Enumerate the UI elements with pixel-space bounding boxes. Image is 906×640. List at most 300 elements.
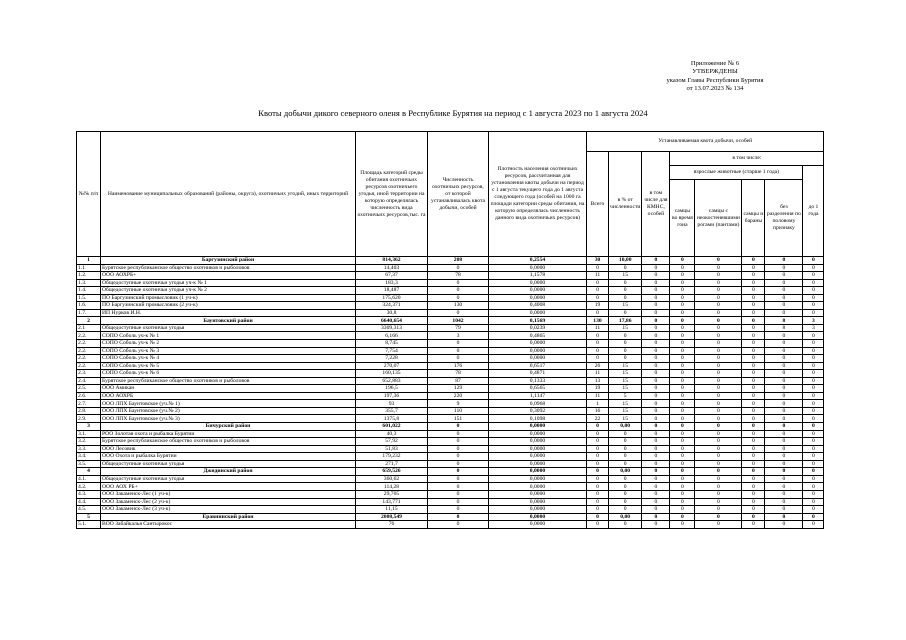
cell-area: 270,07 <box>356 362 428 370</box>
cell-pct: 15 <box>609 377 642 385</box>
cell-area: 183,3 <box>356 279 428 287</box>
cell-males-antler: 0 <box>695 370 742 378</box>
cell-density: 0,0000 <box>489 453 587 461</box>
cell-name: ООО ЛПХ Баунтовское (уч.№ 2) <box>101 407 356 415</box>
header-pct: в % от численности <box>609 152 642 257</box>
cell-pct: 0 <box>609 438 642 446</box>
table-row <box>77 430 824 438</box>
cell-males-rut: 0 <box>670 377 695 385</box>
cell-count: 0 <box>428 438 489 446</box>
cell-area: 3309,313 <box>356 324 428 332</box>
header-young: до 1 года <box>803 166 824 257</box>
region-row <box>77 257 824 265</box>
cell-males-antler: 0 <box>695 445 742 453</box>
cell-num: 2.7. <box>77 400 101 408</box>
cell-name: Общедоступные охотничьи угодья <box>101 324 356 332</box>
cell-males-antler: 0 <box>695 309 742 317</box>
cell-males-antler: 0 <box>695 279 742 287</box>
cell-females: 0 <box>742 498 765 506</box>
cell-males-rut: 0 <box>670 302 695 310</box>
cell-count: 0 <box>428 490 489 498</box>
cell-females: 0 <box>742 362 765 370</box>
cell-nosex: 0 <box>765 347 803 355</box>
cell-males-antler: 0 <box>695 430 742 438</box>
cell-total: 0 <box>587 460 609 468</box>
region-row <box>77 513 824 521</box>
cell-total: 0 <box>587 475 609 483</box>
cell-area: 143,771 <box>356 498 428 506</box>
cell-name: СОПО Соболь уч-к № 5 <box>101 362 356 370</box>
cell-nosex: 0 <box>765 490 803 498</box>
cell-density: 0,0000 <box>489 521 587 529</box>
cell-males-antler: 0 <box>695 355 742 363</box>
cell-females: 0 <box>742 506 765 514</box>
cell-kmns: 0 <box>642 257 670 265</box>
cell-area: 179,232 <box>356 453 428 461</box>
region-row <box>77 317 824 325</box>
table-row <box>77 309 824 317</box>
cell-nosex: 0 <box>765 498 803 506</box>
cell-young: 0 <box>803 475 824 483</box>
cell-area: 197,36 <box>356 392 428 400</box>
cell-young: 0 <box>803 490 824 498</box>
cell-total: 0 <box>587 438 609 446</box>
cell-total: 0 <box>587 347 609 355</box>
cell-total: 0 <box>587 332 609 340</box>
cell-females: 0 <box>742 340 765 348</box>
region-row <box>77 423 824 431</box>
cell-count: 0 <box>428 468 489 476</box>
cell-males-rut: 0 <box>670 355 695 363</box>
cell-count: 0 <box>428 279 489 287</box>
cell-density: 0,0000 <box>489 264 587 272</box>
cell-area: 40,3 <box>356 430 428 438</box>
cell-area: 2008,549 <box>356 513 428 521</box>
cell-kmns: 0 <box>642 347 670 355</box>
cell-males-rut: 0 <box>670 438 695 446</box>
approval-line-date: от 13.07.2023 № 134 <box>686 85 744 93</box>
cell-young: 0 <box>803 483 824 491</box>
cell-males-antler: 0 <box>695 347 742 355</box>
cell-total: 19 <box>587 385 609 393</box>
header-nosex: без разделения по половому признаку <box>765 180 803 257</box>
cell-young: 0 <box>803 438 824 446</box>
cell-males-antler: 0 <box>695 317 742 325</box>
cell-num: 5 <box>77 513 101 521</box>
cell-num: 1.5. <box>77 294 101 302</box>
cell-kmns: 0 <box>642 407 670 415</box>
cell-area: 271,7 <box>356 460 428 468</box>
cell-density: 0,4865 <box>489 332 587 340</box>
cell-area: 6640,654 <box>356 317 428 325</box>
cell-pct: 0 <box>609 483 642 491</box>
cell-males-antler: 0 <box>695 392 742 400</box>
cell-num: 3.5. <box>77 460 101 468</box>
cell-young: 0 <box>803 498 824 506</box>
cell-males-rut: 0 <box>670 294 695 302</box>
cell-area: 51,83 <box>356 445 428 453</box>
cell-nosex: 0 <box>765 355 803 363</box>
cell-males-antler: 0 <box>695 513 742 521</box>
cell-count: 0 <box>428 347 489 355</box>
cell-count: 176 <box>428 362 489 370</box>
cell-males-rut: 0 <box>670 506 695 514</box>
cell-young: 0 <box>803 385 824 393</box>
cell-count: 0 <box>428 460 489 468</box>
cell-nosex: 0 <box>765 377 803 385</box>
table-row <box>77 324 824 332</box>
cell-females: 0 <box>742 521 765 529</box>
cell-num: 1.4. <box>77 287 101 295</box>
table-row <box>77 392 824 400</box>
table-row <box>77 483 824 491</box>
cell-count: 0 <box>428 430 489 438</box>
cell-count: 0 <box>428 498 489 506</box>
cell-kmns: 0 <box>642 309 670 317</box>
cell-males-antler: 0 <box>695 483 742 491</box>
cell-area: 29,705 <box>356 490 428 498</box>
cell-kmns: 0 <box>642 460 670 468</box>
cell-num: 1.6. <box>77 302 101 310</box>
cell-area: 30,8 <box>356 309 428 317</box>
cell-num: 1.1 <box>77 264 101 272</box>
cell-females: 0 <box>742 377 765 385</box>
cell-kmns: 0 <box>642 513 670 521</box>
table-row <box>77 460 824 468</box>
cell-area: 814,362 <box>356 257 428 265</box>
cell-total: 30 <box>587 257 609 265</box>
cell-num: 3.4. <box>77 453 101 461</box>
cell-females: 0 <box>742 438 765 446</box>
cell-nosex: 0 <box>765 362 803 370</box>
cell-pct: 0 <box>609 498 642 506</box>
cell-density: 0,0000 <box>489 438 587 446</box>
cell-name: ООО АОХ РБ+ <box>101 483 356 491</box>
cell-area: 659,526 <box>356 468 428 476</box>
cell-young: 0 <box>803 287 824 295</box>
cell-males-rut: 0 <box>670 332 695 340</box>
table-row <box>77 287 824 295</box>
cell-young: 0 <box>803 407 824 415</box>
cell-pct: 0 <box>609 309 642 317</box>
cell-area: 652,883 <box>356 377 428 385</box>
cell-pct: 15 <box>609 272 642 280</box>
cell-total: 0 <box>587 309 609 317</box>
cell-density: 0,0000 <box>489 490 587 498</box>
cell-density: 0,0000 <box>489 460 587 468</box>
cell-males-rut: 0 <box>670 430 695 438</box>
cell-males-antler: 0 <box>695 415 742 423</box>
cell-area: 7,228 <box>356 355 428 363</box>
header-area: Площадь категорий среды обитания охотничьих ресурсов охотничьего угодья, иной территории на которую определялась численность вида охотничьих ресурсов,тыс. га <box>356 132 428 257</box>
cell-density: 0,0000 <box>489 475 587 483</box>
header-total: Всего <box>587 152 609 257</box>
cell-males-rut: 0 <box>670 415 695 423</box>
cell-kmns: 0 <box>642 483 670 491</box>
cell-name: ООО ЛПХ Баунтовское (уч.№ 1) <box>101 400 356 408</box>
cell-females: 0 <box>742 415 765 423</box>
cell-young: 0 <box>803 430 824 438</box>
cell-num: 2.2. <box>77 362 101 370</box>
cell-count: 0 <box>428 423 489 431</box>
cell-pct: 0 <box>609 294 642 302</box>
cell-males-rut: 0 <box>670 257 695 265</box>
cell-num: 2.3. <box>77 370 101 378</box>
cell-nosex: 0 <box>765 453 803 461</box>
cell-nosex: 0 <box>765 475 803 483</box>
header-density: Плотность населения охотничьих ресурсов, рассчитанная для установления квоты добычи на период с 1 августа текущего года до 1 августа следующего года (особей на 1000 га площади категории среды обитания, на которую определялась численность данного вида охотничьих ресурсов) <box>489 132 587 257</box>
cell-density: 0,0000 <box>489 294 587 302</box>
table-row <box>77 302 824 310</box>
cell-total: 130 <box>587 317 609 325</box>
cell-kmns: 0 <box>642 392 670 400</box>
cell-males-antler: 0 <box>695 407 742 415</box>
cell-nosex: 0 <box>765 370 803 378</box>
cell-females: 0 <box>742 302 765 310</box>
cell-females: 0 <box>742 475 765 483</box>
cell-young: 0 <box>803 415 824 423</box>
cell-females: 0 <box>742 332 765 340</box>
cell-males-antler: 0 <box>695 460 742 468</box>
cell-males-rut: 0 <box>670 400 695 408</box>
cell-area: 360,62 <box>356 475 428 483</box>
cell-nosex: 8 <box>765 324 803 332</box>
cell-females: 0 <box>742 324 765 332</box>
cell-young: 0 <box>803 340 824 348</box>
cell-total: 26 <box>587 362 609 370</box>
cell-num: 5.1. <box>77 521 101 529</box>
cell-nosex: 0 <box>765 257 803 265</box>
cell-total: 11 <box>587 392 609 400</box>
cell-kmns: 0 <box>642 287 670 295</box>
cell-pct: 0 <box>609 506 642 514</box>
cell-nosex: 0 <box>765 407 803 415</box>
cell-young: 0 <box>803 302 824 310</box>
cell-name: Баунтовский район <box>101 317 356 325</box>
cell-total: 0 <box>587 264 609 272</box>
cell-young: 3 <box>803 324 824 332</box>
cell-kmns: 0 <box>642 385 670 393</box>
cell-name: Бичурский район <box>101 423 356 431</box>
cell-num: 2.2. <box>77 347 101 355</box>
table-row <box>77 294 824 302</box>
cell-males-antler: 0 <box>695 257 742 265</box>
cell-density: 0,0000 <box>489 498 587 506</box>
cell-density: 0,6517 <box>489 362 587 370</box>
cell-kmns: 0 <box>642 400 670 408</box>
header-adults: взрослые животные (старше 1 года) <box>670 166 803 180</box>
cell-females: 0 <box>742 513 765 521</box>
cell-males-rut: 0 <box>670 392 695 400</box>
cell-density: 0,0000 <box>489 506 587 514</box>
cell-num: 2.2. <box>77 332 101 340</box>
cell-area: 76 <box>356 521 428 529</box>
cell-young: 0 <box>803 453 824 461</box>
cell-young: 0 <box>803 257 824 265</box>
cell-males-antler: 0 <box>695 324 742 332</box>
cell-nosex: 0 <box>765 483 803 491</box>
cell-females: 0 <box>742 453 765 461</box>
header-males-rut: самцы во время гона <box>670 180 695 257</box>
cell-name: Бурятское республиканское общество охотников и рыболовов <box>101 264 356 272</box>
cell-count: 1042 <box>428 317 489 325</box>
cell-kmns: 0 <box>642 272 670 280</box>
cell-kmns: 0 <box>642 498 670 506</box>
cell-area: 114,28 <box>356 483 428 491</box>
cell-pct: 15 <box>609 407 642 415</box>
cell-males-antler: 0 <box>695 264 742 272</box>
cell-kmns: 0 <box>642 264 670 272</box>
table-row <box>77 362 824 370</box>
cell-females: 0 <box>742 309 765 317</box>
cell-density: 0,0000 <box>489 279 587 287</box>
cell-females: 0 <box>742 460 765 468</box>
cell-young: 0 <box>803 445 824 453</box>
cell-num: 2.2. <box>77 355 101 363</box>
cell-name: ООО Закаменск-Лес (1 уч-к) <box>101 490 356 498</box>
cell-young: 0 <box>803 294 824 302</box>
cell-total: 0 <box>587 490 609 498</box>
cell-count: 0 <box>428 264 489 272</box>
table-row <box>77 370 824 378</box>
cell-area: 8,745 <box>356 340 428 348</box>
cell-males-antler: 0 <box>695 362 742 370</box>
cell-nosex: 0 <box>765 309 803 317</box>
cell-density: 0,6565 <box>489 385 587 393</box>
cell-nosex: 0 <box>765 272 803 280</box>
table-row <box>77 385 824 393</box>
cell-kmns: 0 <box>642 377 670 385</box>
cell-males-rut: 0 <box>670 445 695 453</box>
cell-density: 0,0000 <box>489 423 587 431</box>
cell-name: СОПО Соболь уч-к № 2 <box>101 340 356 348</box>
cell-kmns: 0 <box>642 362 670 370</box>
header-kmns: в том числе для КМНС, особей <box>642 152 670 257</box>
cell-area: 601,022 <box>356 423 428 431</box>
cell-males-rut: 0 <box>670 468 695 476</box>
cell-young: 0 <box>803 423 824 431</box>
cell-name: ООО Охота и рыбалка Бурятии <box>101 453 356 461</box>
cell-total: 0 <box>587 423 609 431</box>
cell-num: 2.1 <box>77 324 101 332</box>
cell-males-rut: 0 <box>670 385 695 393</box>
cell-name: ООО АОХРБ <box>101 392 356 400</box>
table-row <box>77 490 824 498</box>
cell-density: 0,3092 <box>489 407 587 415</box>
cell-nosex: 0 <box>765 400 803 408</box>
cell-young: 0 <box>803 400 824 408</box>
cell-name: СОПО Соболь уч-к № 4 <box>101 355 356 363</box>
table-row <box>77 377 824 385</box>
cell-young: 0 <box>803 506 824 514</box>
cell-name: СОПО Соболь уч-к № 6 <box>101 370 356 378</box>
cell-kmns: 0 <box>642 521 670 529</box>
cell-males-rut: 0 <box>670 460 695 468</box>
cell-num: 2.8. <box>77 407 101 415</box>
cell-nosex: 0 <box>765 302 803 310</box>
cell-kmns: 0 <box>642 302 670 310</box>
cell-males-antler: 0 <box>695 438 742 446</box>
cell-num: 4.3. <box>77 490 101 498</box>
cell-nosex: 0 <box>765 430 803 438</box>
cell-males-rut: 0 <box>670 340 695 348</box>
cell-nosex: 0 <box>765 438 803 446</box>
cell-males-rut: 0 <box>670 407 695 415</box>
cell-count: 208 <box>428 257 489 265</box>
cell-pct: 15 <box>609 400 642 408</box>
approval-line-decree: указом Главы Республики Бурятия <box>666 76 764 84</box>
table-row <box>77 264 824 272</box>
cell-kmns: 0 <box>642 490 670 498</box>
cell-density: 0,4871 <box>489 370 587 378</box>
cell-density: 0,0000 <box>489 340 587 348</box>
cell-females: 0 <box>742 347 765 355</box>
cell-nosex: 0 <box>765 506 803 514</box>
cell-males-rut: 0 <box>670 279 695 287</box>
cell-males-rut: 0 <box>670 475 695 483</box>
cell-nosex: 8 <box>765 317 803 325</box>
cell-nosex: 0 <box>765 279 803 287</box>
cell-density: 0,0000 <box>489 445 587 453</box>
cell-kmns: 0 <box>642 370 670 378</box>
cell-num: 1.2. <box>77 272 101 280</box>
cell-males-rut: 0 <box>670 287 695 295</box>
cell-pct: 15 <box>609 324 642 332</box>
cell-males-antler: 0 <box>695 498 742 506</box>
cell-males-antler: 0 <box>695 453 742 461</box>
table-row <box>77 272 824 280</box>
table-row <box>77 340 824 348</box>
cell-area: 324,371 <box>356 302 428 310</box>
table-row <box>77 453 824 461</box>
cell-young: 0 <box>803 468 824 476</box>
cell-density: 0,0239 <box>489 324 587 332</box>
cell-females: 0 <box>742 430 765 438</box>
cell-pct: 0 <box>609 279 642 287</box>
cell-nosex: 0 <box>765 332 803 340</box>
cell-total: 0 <box>587 430 609 438</box>
cell-count: 78 <box>428 370 489 378</box>
cell-total: 0 <box>587 287 609 295</box>
cell-name: Общедоступные охотничьи угодья <box>101 460 356 468</box>
cell-num: 3.2. <box>77 438 101 446</box>
cell-young: 0 <box>803 272 824 280</box>
cell-males-antler: 0 <box>695 272 742 280</box>
cell-males-antler: 0 <box>695 400 742 408</box>
cell-num: 2.2. <box>77 340 101 348</box>
cell-total: 0 <box>587 506 609 514</box>
cell-pct: 15 <box>609 415 642 423</box>
cell-total: 0 <box>587 521 609 529</box>
cell-name: Бурятское республиканское общество охотников и рыболовов <box>101 438 356 446</box>
cell-females: 0 <box>742 400 765 408</box>
cell-pct: 0 <box>609 453 642 461</box>
cell-females: 0 <box>742 287 765 295</box>
cell-num: 4.2. <box>77 483 101 491</box>
cell-males-rut: 0 <box>670 347 695 355</box>
cell-total: 19 <box>587 302 609 310</box>
cell-females: 0 <box>742 483 765 491</box>
header-incl: в том числе: <box>670 152 824 166</box>
cell-num: 2.9. <box>77 415 101 423</box>
cell-kmns: 0 <box>642 355 670 363</box>
cell-pct: 10,00 <box>609 257 642 265</box>
cell-count: 0 <box>428 309 489 317</box>
cell-males-antler: 0 <box>695 490 742 498</box>
cell-count: 87 <box>428 377 489 385</box>
cell-name: ООО Закаменск-Лес (3 уч-к) <box>101 506 356 514</box>
cell-name: ООО Закаменск-Лес (2 уч-к) <box>101 498 356 506</box>
